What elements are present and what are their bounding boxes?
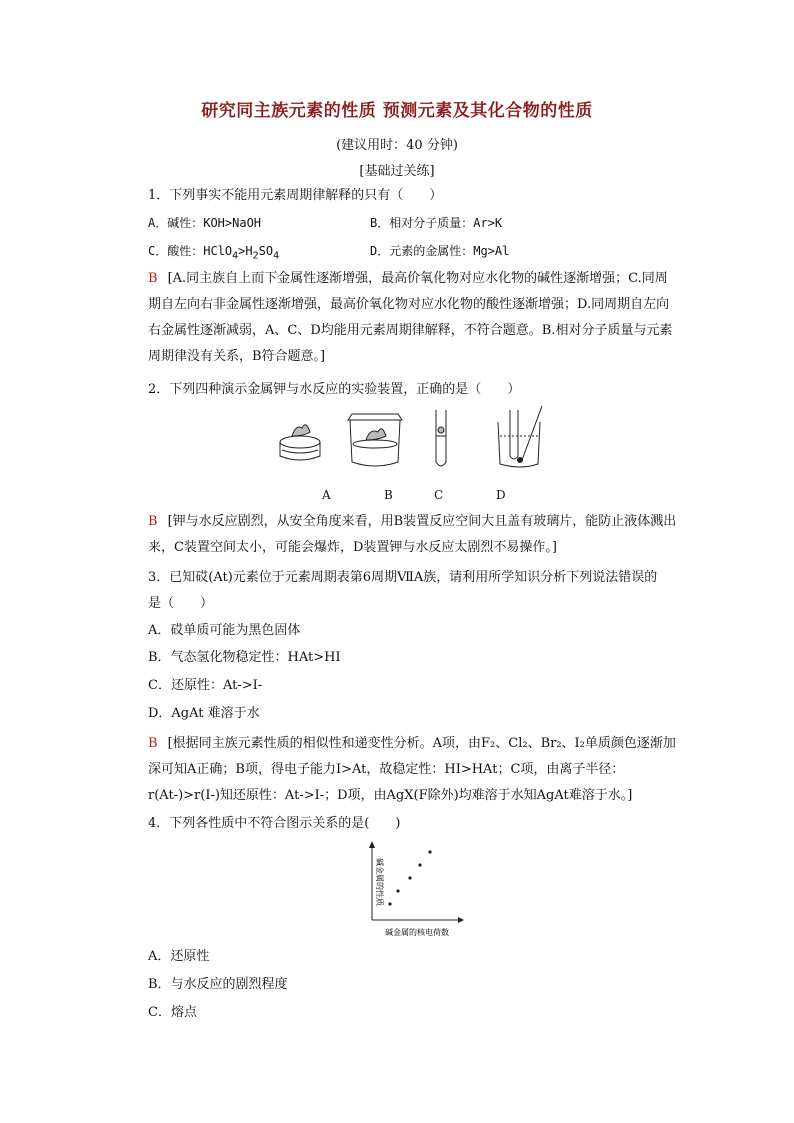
- scatter-points: [388, 850, 431, 905]
- scatter-point: [408, 876, 411, 879]
- y-axis-label: 碱金属的性质: [375, 858, 384, 906]
- apparatus-label-c: C: [434, 488, 444, 502]
- q1-option-d: D．元素的金属性：Mg>Al: [370, 244, 510, 258]
- scatter-point: [388, 902, 391, 905]
- q2-explanation: [148, 509, 678, 561]
- scatter-point: [418, 863, 421, 866]
- q3-explanation: [148, 731, 678, 809]
- q2-stem: 2．下列四种演示金属钾与水反应的实验装置，正确的是（ ）: [148, 382, 521, 397]
- q1-answer: B: [148, 271, 158, 286]
- q2-answer: B: [148, 514, 158, 529]
- q1-option-b: B．相对分子质量：Ar>K: [370, 216, 503, 230]
- q4-option-a: A．还原性: [148, 949, 210, 964]
- q1-explanation: [148, 266, 678, 370]
- q3-option-d: D．AgAt 难溶于水: [148, 706, 260, 721]
- q1-stem: 1．下列事实不能用元素周期律解释的只有（ ）: [148, 188, 443, 203]
- page-title: 研究同主族元素的性质 预测元素及其化合物的性质: [201, 101, 593, 121]
- q2-explain-text: [钾与水反应剧烈，从安全角度来看，用B装置反应空间大且盖有玻璃片，能防止液体溅出来，C装置空间太小，可能会爆炸，D装置钾与水反应太剧烈不易操作。]: [148, 514, 677, 555]
- apparatus-d: [498, 406, 542, 467]
- scatter-point: [428, 850, 431, 853]
- q4-option-c: C．熔点: [148, 1005, 197, 1020]
- apparatus-c: [436, 410, 446, 466]
- apparatus-b: [348, 414, 402, 466]
- x-axis-arrow: [458, 917, 464, 923]
- q3-explain-text: [根据同主族元素性质的相似性和递变性分析。A项，由F₂、Cl₂、Br₂、I₂单质颜色逐渐加深可知A正确；B项，得电子能力I>At，故稳定性：HI>HAt；C项，由离子半径：r(At-)>r(I-)知还原性：At->I-；D项，由AgX(F除外)均难溶于水知AgAt难溶于水。]: [148, 736, 676, 803]
- apparatus-label-b: B: [384, 488, 393, 502]
- y-axis-arrow: [369, 841, 375, 848]
- q4-stem: 4．下列各性质中不符合图示关系的是( ): [148, 816, 401, 831]
- section-heading: [基础过关练]: [359, 164, 435, 179]
- apparatus-figure: [270, 406, 550, 476]
- apparatus-label-d: D: [496, 488, 506, 502]
- x-axis-label: 碱金属的核电荷数: [385, 928, 449, 937]
- q3-option-c: C．还原性：At->I-: [148, 678, 263, 693]
- q4-option-b: B．与水反应的剧烈程度: [148, 977, 288, 992]
- q3-option-a: A．砹单质可能为黑色固体: [148, 623, 301, 638]
- q4-scatter-chart: [360, 838, 470, 938]
- q3-option-b: B．气态氢化物稳定性：HAt>HI: [148, 650, 341, 665]
- apparatus-label-a: A: [322, 488, 331, 502]
- q3-answer: B: [148, 736, 158, 751]
- scatter-point: [396, 889, 399, 892]
- q3-stem: 3．已知砹(At)元素位于元素周期表第6周期ⅦA族，请利用所学知识分析下列说法错误的是（ ）: [148, 570, 658, 611]
- q1-option-a: A．碱性：KOH>NaOH: [148, 216, 262, 230]
- time-hint: (建议用时：40 分钟): [336, 138, 458, 153]
- q1-explain-text: [A.同主族自上而下金属性逐渐增强，最高价氧化物对应水化物的碱性逐渐增强；C.同周期自左向右非金属性逐渐增强，最高价氧化物对应水化物的酸性逐渐增强；D.同周期自左向右金属性逐渐减弱，A、C、D均能用元素周期律解释，不符合题意。B.相对分子质量与元素周期律没有关系，B符合题意。]: [148, 271, 673, 364]
- q1-option-c: C．酸性：$HClO_4>H_2SO_4$: [148, 244, 280, 262]
- apparatus-a: [280, 425, 320, 460]
